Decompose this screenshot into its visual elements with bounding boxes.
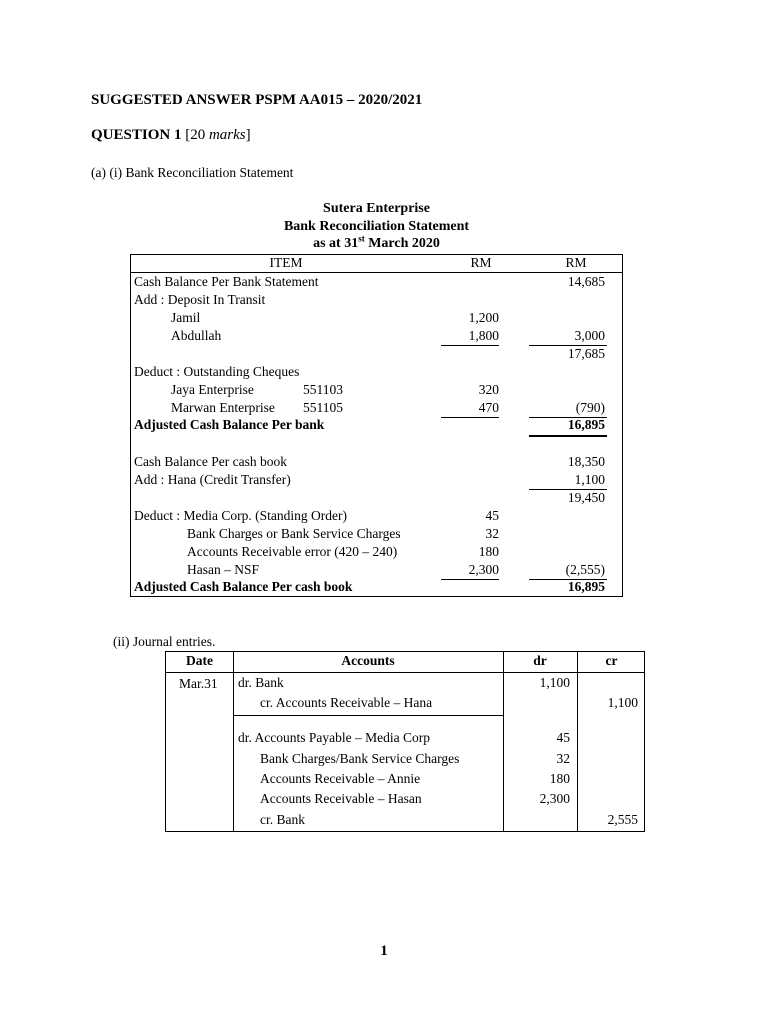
bank-subtotal: 17,685: [567, 346, 605, 361]
marks-open: [20: [185, 127, 209, 143]
entry2-line2: Bank Charges/Bank Service Charges: [260, 751, 460, 766]
hasan-value: 2,300: [468, 562, 499, 577]
part-a-label: (a) (i) Bank Reconciliation Statement: [91, 165, 294, 180]
statement-title: Bank Reconciliation Statement: [283, 219, 470, 234]
abdullah-value: 1,800: [468, 328, 499, 343]
jamil-value: 1,200: [468, 310, 499, 325]
date-prefix: as at 31: [313, 236, 359, 251]
jaya-label: Jaya Enterprise: [171, 382, 254, 397]
company-name: Sutera Enterprise: [323, 201, 430, 216]
col-divider: [233, 652, 234, 831]
entry2-line2-dr: 32: [556, 751, 570, 766]
header-item: ITEM: [269, 255, 303, 270]
date-sup: st: [358, 233, 365, 244]
bank-deduct-total: (790): [575, 400, 605, 415]
col-divider: [577, 652, 578, 831]
ar-error-value: 180: [478, 544, 499, 559]
marks-word: marks: [208, 127, 246, 143]
bank-balance-label: Cash Balance Per Bank Statement: [134, 274, 319, 289]
book-add-value: 1,100: [574, 472, 605, 487]
rule: [441, 345, 499, 346]
marks-close: ]: [245, 127, 251, 143]
jaya-value: 320: [478, 382, 499, 397]
row-marker: [130, 578, 131, 596]
journal-label: (ii) Journal entries.: [113, 634, 216, 649]
entry2-line5: cr. Bank: [260, 812, 305, 827]
book-balance-label: Cash Balance Per cash book: [134, 454, 287, 469]
question-heading: [91, 127, 251, 144]
media-value: 45: [485, 508, 499, 523]
entry2-line5-cr: 2,555: [607, 812, 638, 827]
header-divider: [166, 672, 644, 673]
marwan-value: 470: [478, 400, 499, 415]
rule: [441, 417, 499, 418]
charges-value: 32: [485, 526, 499, 541]
journal-table: [165, 651, 645, 832]
double-rule: [529, 435, 607, 437]
header-date: Date: [186, 653, 213, 668]
date-suffix: March 2020: [364, 236, 440, 251]
ar-error-label: Accounts Receivable error (420 – 240): [187, 544, 398, 559]
abdullah-label: Abdullah: [171, 328, 222, 343]
entry-divider: [233, 715, 503, 716]
document-title: SUGGESTED ANSWER PSPM AA015 – 2020/2021: [91, 92, 423, 108]
hasan-label: Hasan – NSF: [187, 562, 260, 577]
row-marker: [130, 416, 131, 434]
entry1-line2-cr: 1,100: [607, 695, 638, 710]
marwan-label: Marwan Enterprise: [171, 400, 275, 415]
statement-date: [130, 233, 623, 252]
jaya-ref: 551103: [303, 382, 343, 397]
entry1-line1-dr: 1,100: [539, 675, 570, 690]
bank-adjusted-label: Adjusted Cash Balance Per bank: [134, 417, 325, 432]
header-dr: dr: [533, 653, 547, 668]
entry2-line3: Accounts Receivable – Annie: [260, 771, 421, 786]
entry2-line4: Accounts Receivable – Hasan: [260, 791, 422, 806]
header-rm-1: RM: [470, 255, 492, 270]
book-deduct-label: Deduct : Media Corp. (Standing Order): [134, 508, 347, 523]
bank-adjusted-value: 16,895: [567, 417, 605, 432]
entry-date: Mar.31: [179, 676, 218, 691]
rule: [441, 579, 499, 580]
bank-balance-value: 14,685: [567, 274, 605, 289]
bank-add-label: Add : Deposit In Transit: [134, 292, 266, 307]
book-adjusted-label: Adjusted Cash Balance Per cash book: [134, 579, 353, 594]
entry2-line4-dr: 2,300: [539, 791, 570, 806]
book-adjusted-value: 16,895: [567, 579, 605, 594]
book-subtotal: 19,450: [567, 490, 605, 505]
page-number: 1: [380, 943, 388, 959]
book-deduct-total: (2,555): [565, 562, 605, 577]
book-balance-value: 18,350: [567, 454, 605, 469]
bank-add-total: 3,000: [574, 328, 605, 343]
bank-deduct-label: Deduct : Outstanding Cheques: [134, 364, 300, 379]
entry1-line2: cr. Accounts Receivable – Hana: [260, 695, 433, 710]
entry2-line1-dr: 45: [556, 730, 570, 745]
question-label: QUESTION 1: [91, 127, 182, 143]
entry2-line1: dr. Accounts Payable – Media Corp: [238, 730, 430, 745]
charges-label: Bank Charges or Bank Service Charges: [187, 526, 401, 541]
reconciliation-table: [130, 254, 623, 597]
header-cr: cr: [605, 653, 618, 668]
entry1-line1: dr. Bank: [238, 675, 284, 690]
marwan-ref: 551105: [303, 400, 343, 415]
entry2-line3-dr: 180: [549, 771, 570, 786]
header-rm-2: RM: [565, 255, 587, 270]
jamil-label: Jamil: [171, 310, 201, 325]
book-add-label: Add : Hana (Credit Transfer): [134, 472, 291, 487]
header-accounts: Accounts: [341, 653, 395, 668]
header-divider: [131, 272, 622, 273]
